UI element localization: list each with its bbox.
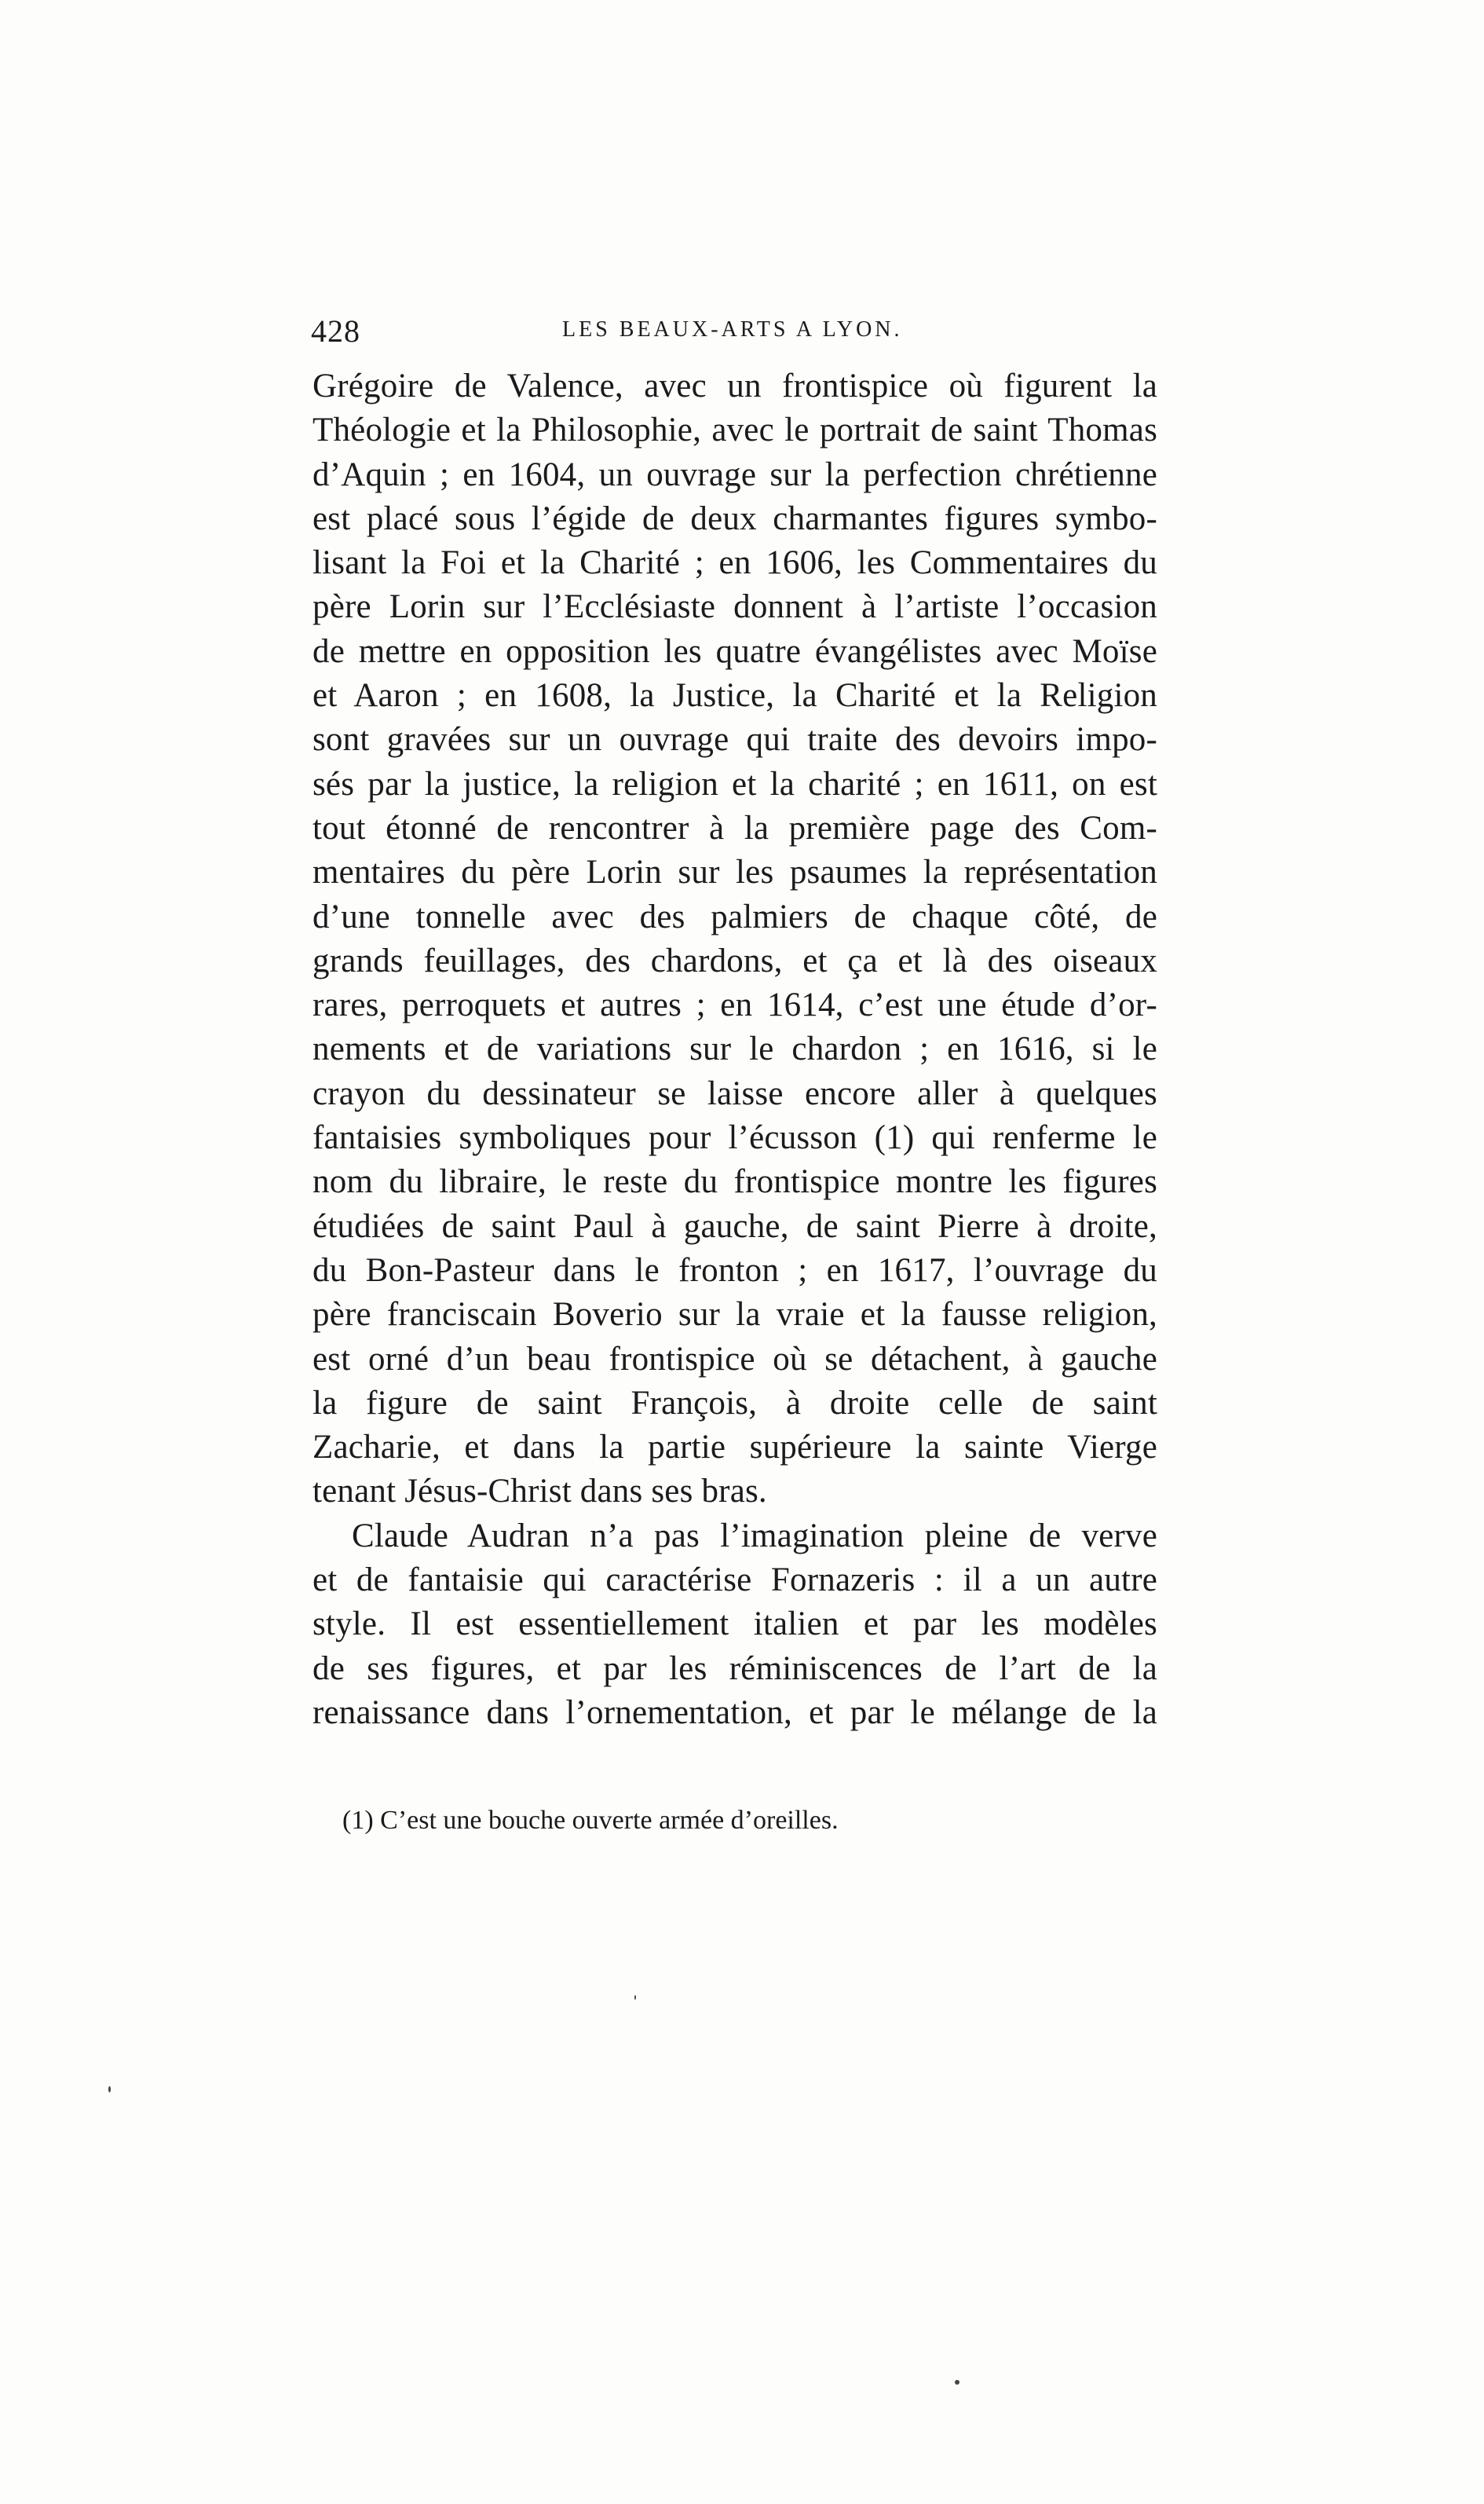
text-line: crayon du dessinateur se laisse encore aller à quelques — [313, 1074, 1157, 1112]
text-line: de ses figures, et par les réminiscences de l’art de la — [313, 1649, 1157, 1687]
running-head — [311, 313, 1157, 352]
text-line: nements et de variations sur le chardon ; en 1616, si le — [313, 1031, 1157, 1068]
print-speck — [108, 2086, 111, 2092]
text-line: Grégoire de Valence, avec un frontispice où figurent la — [313, 368, 1157, 405]
text-line: lisant la Foi et la Charité ; en 1606, les Commentaires du — [313, 544, 1157, 582]
text-line: père franciscain Boverio sur la vraie et la fausse religion, — [313, 1296, 1157, 1334]
text-line: père Lorin sur l’Ecclésiaste donnent à l’artiste l’occasion — [313, 588, 1157, 626]
text-line: nom du libraire, le reste du frontispice montre les figures — [313, 1163, 1157, 1201]
text-line: tenant Jésus-Christ dans ses bras. — [313, 1473, 767, 1510]
text-line: style. Il est essentiellement italien et par les modèles — [313, 1605, 1157, 1643]
text-line: du Bon-Pasteur dans le fronton ; en 1617, l’ouvrage du — [313, 1251, 1157, 1289]
text-line: rares, perroquets et autres ; en 1614, c’est une étude d’or- — [313, 987, 1157, 1024]
text-line: est orné d’un beau frontispice où se détachent, à gauche — [313, 1340, 1157, 1378]
text-line: de mettre en opposition les quatre évangélistes avec Moïse — [313, 632, 1157, 670]
text-line: est placé sous l’égide de deux charmantes figures symbo- — [313, 500, 1157, 537]
text-line: Claude Audran n’a pas l’imagination pleine de verve — [352, 1517, 1157, 1554]
text-line: sont gravées sur un ouvrage qui traite des devoirs impo- — [313, 721, 1157, 759]
text-line: tout étonné de rencontrer à la première page des Com- — [313, 809, 1157, 847]
running-title: LES BEAUX-ARTS A LYON. — [562, 317, 903, 342]
text-line: mentaires du père Lorin sur les psaumes la représentation — [313, 854, 1157, 891]
text-line: grands feuillages, des chardons, et ça et là des oiseaux — [313, 942, 1157, 979]
footnote: (1) C’est une bouche ouverte armée d’oreilles. — [342, 1806, 839, 1835]
text-line: renaissance dans l’ornementation, et par le mélange de la — [313, 1693, 1157, 1731]
text-line: la figure de saint François, à droite celle de saint — [313, 1384, 1157, 1422]
print-speck — [634, 1995, 636, 2000]
page-number: 428 — [311, 313, 360, 349]
print-speck — [955, 2380, 959, 2385]
text-line: Zacharie, et dans la partie supérieure la sainte Vierge — [313, 1429, 1157, 1466]
text-line: d’une tonnelle avec des palmiers de chaque côté, de — [313, 898, 1157, 935]
text-line: et Aaron ; en 1608, la Justice, la Charité et la Religion — [313, 677, 1157, 715]
text-line: Théologie et la Philosophie, avec le portrait de saint Thomas — [313, 412, 1157, 449]
text-line: et de fantaisie qui caractérise Fornazeris : il a un autre — [313, 1561, 1157, 1599]
text-line: sés par la justice, la religion et la charité ; en 1611, on est — [313, 765, 1157, 803]
text-line: d’Aquin ; en 1604, un ouvrage sur la perfection chrétienne — [313, 456, 1157, 493]
text-line: étudiées de saint Paul à gauche, de saint Pierre à droite, — [313, 1207, 1157, 1245]
text-line: fantaisies symboliques pour l’écusson (1) qui renferme le — [313, 1119, 1157, 1157]
body-text — [313, 364, 1157, 1735]
